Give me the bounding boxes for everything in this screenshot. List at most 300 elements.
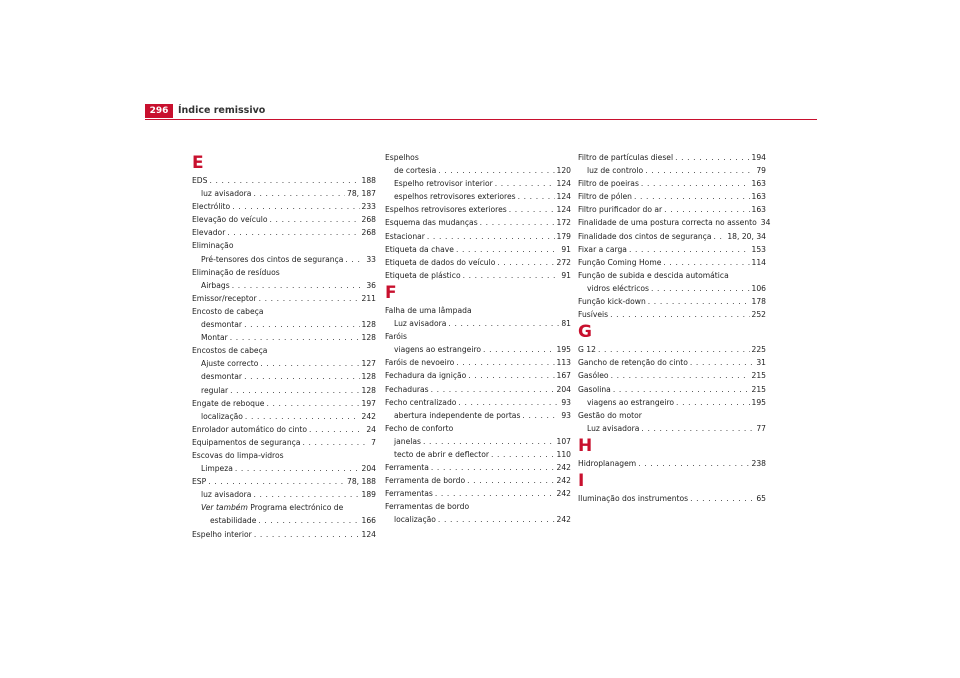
entry-label: Engate de reboque bbox=[192, 398, 265, 408]
page-reference: 128 bbox=[361, 333, 376, 343]
dot-leader bbox=[522, 409, 559, 422]
index-entry bbox=[578, 151, 766, 164]
index-entry bbox=[578, 409, 766, 422]
index-entry bbox=[578, 356, 766, 369]
index-entry bbox=[192, 266, 376, 279]
dot-leader bbox=[611, 369, 750, 382]
entry-label: Função Coming Home bbox=[578, 257, 662, 267]
index-subentry bbox=[192, 318, 376, 331]
dot-leader bbox=[651, 282, 749, 295]
dot-leader bbox=[690, 492, 754, 505]
entry-label: Falha de uma lâmpada bbox=[385, 305, 472, 315]
page-reference: 33 bbox=[366, 254, 376, 264]
dot-leader bbox=[431, 383, 555, 396]
dot-leader bbox=[456, 243, 559, 256]
entry-label: Fechadura da ignição bbox=[385, 371, 467, 381]
dot-leader bbox=[265, 305, 374, 318]
dot-leader bbox=[458, 396, 559, 409]
index-entry bbox=[385, 330, 571, 343]
entry-label: Filtro purificador do ar bbox=[578, 205, 663, 215]
page-reference: 215 bbox=[751, 384, 766, 394]
dot-leader bbox=[230, 384, 359, 397]
page-reference: 204 bbox=[361, 464, 376, 474]
index-subentry bbox=[385, 343, 571, 356]
dot-leader bbox=[495, 177, 555, 190]
index-entry bbox=[192, 397, 376, 410]
page-reference: 163 bbox=[751, 192, 766, 202]
dot-leader bbox=[235, 239, 374, 252]
index-subentry bbox=[192, 187, 376, 200]
entry-label: Espelhos retrovisores exteriores bbox=[385, 205, 507, 215]
dot-leader bbox=[714, 230, 726, 243]
entry-label: viagens ao estrangeiro bbox=[587, 397, 675, 407]
page-reference: 233 bbox=[361, 202, 376, 212]
page-reference: 179 bbox=[556, 231, 571, 241]
index-subentry bbox=[385, 317, 571, 330]
section-letter: G bbox=[578, 322, 592, 343]
page-reference: 124 bbox=[556, 205, 571, 215]
index-column-1 bbox=[192, 151, 376, 541]
page-reference: 124 bbox=[361, 529, 376, 539]
section-letter: H bbox=[578, 435, 593, 456]
entry-label: Esquema das mudanças bbox=[385, 218, 478, 228]
dot-leader bbox=[634, 190, 750, 203]
page-reference: 7 bbox=[371, 437, 376, 447]
index-entry bbox=[578, 177, 766, 190]
entry-label: Etiqueta de dados do veículo bbox=[385, 257, 496, 267]
dot-leader bbox=[309, 423, 364, 436]
entry-label: Ajuste correcto bbox=[201, 359, 259, 369]
index-entry bbox=[192, 239, 376, 252]
page-reference: 18, 20, 34 bbox=[727, 231, 766, 241]
entry-label: regular bbox=[201, 385, 229, 395]
entry-label: Ferramenta bbox=[385, 463, 429, 473]
index-entry bbox=[385, 269, 571, 282]
index-entry bbox=[385, 256, 571, 269]
index-entry bbox=[578, 256, 766, 269]
entry-label: de cortesia bbox=[394, 166, 437, 176]
page-reference: 113 bbox=[556, 358, 571, 368]
entry-label: Finalidade dos cintos de segurança bbox=[578, 231, 712, 241]
page-reference: 195 bbox=[751, 397, 766, 407]
page-reference: 91 bbox=[561, 270, 571, 280]
index-subentry bbox=[578, 282, 766, 295]
dot-leader bbox=[259, 292, 360, 305]
page-reference: 127 bbox=[361, 359, 376, 369]
index-entry bbox=[385, 474, 571, 487]
index-entry bbox=[385, 304, 571, 317]
entry-label: Filtro de partículas diesel bbox=[578, 153, 674, 162]
index-entry bbox=[192, 213, 376, 226]
page-reference: 107 bbox=[556, 436, 571, 446]
dot-leader bbox=[258, 514, 359, 527]
dot-leader bbox=[230, 331, 360, 344]
page-reference: 268 bbox=[361, 215, 376, 225]
index-subentry bbox=[385, 448, 571, 461]
index-entry bbox=[578, 230, 766, 243]
dot-leader bbox=[610, 308, 749, 321]
index-entry bbox=[578, 190, 766, 203]
dot-leader bbox=[497, 256, 554, 269]
entry-label: Iluminação dos instrumentos bbox=[578, 493, 689, 503]
index-entry bbox=[385, 396, 571, 409]
entry-label: Gasolina bbox=[578, 384, 611, 394]
index-subentry bbox=[385, 409, 571, 422]
page-reference: 114 bbox=[751, 257, 766, 267]
dot-leader bbox=[232, 279, 365, 292]
dot-leader bbox=[260, 357, 359, 370]
section-letter: F bbox=[385, 282, 397, 303]
header-rule bbox=[145, 119, 817, 120]
page-reference: 93 bbox=[561, 410, 571, 420]
entry-label: Filtro de pólen bbox=[578, 192, 632, 202]
dot-leader bbox=[245, 410, 360, 423]
entry-label: estabilidade bbox=[210, 516, 257, 526]
dot-leader bbox=[690, 356, 754, 369]
dot-leader bbox=[455, 422, 569, 435]
entry-label: Etiqueta da chave bbox=[385, 244, 454, 254]
dot-leader bbox=[467, 474, 554, 487]
page-title: Índice remissivo bbox=[178, 105, 266, 116]
dot-leader bbox=[209, 174, 359, 187]
dot-leader bbox=[663, 256, 749, 269]
dot-leader bbox=[423, 435, 555, 448]
dot-leader bbox=[664, 203, 749, 216]
page-reference: 128 bbox=[361, 372, 376, 382]
index-entry bbox=[385, 422, 571, 435]
entry-label: localização bbox=[201, 411, 243, 421]
page-reference: 163 bbox=[751, 205, 766, 215]
index-entry bbox=[578, 383, 766, 396]
entry-label: Equipamentos de segurança bbox=[192, 437, 301, 447]
dot-leader bbox=[208, 475, 345, 488]
dot-leader bbox=[235, 462, 360, 475]
entry-label: luz avisadora bbox=[201, 189, 252, 199]
page-reference: 24 bbox=[366, 424, 376, 434]
page-reference: 77 bbox=[756, 423, 766, 433]
dot-leader bbox=[435, 487, 555, 500]
page-reference: 172 bbox=[556, 218, 571, 228]
entry-label: Função kick-down bbox=[578, 297, 646, 307]
page-reference: 268 bbox=[361, 228, 376, 238]
entry-label: janelas bbox=[394, 436, 421, 446]
dot-leader bbox=[282, 266, 374, 279]
entry-label: viagens ao estrangeiro bbox=[394, 345, 482, 355]
dot-leader bbox=[509, 203, 555, 216]
page-reference: 197 bbox=[361, 398, 376, 408]
entry-label: Gestão do motor bbox=[578, 410, 642, 420]
index-entry bbox=[578, 369, 766, 382]
entry-label: desmontar bbox=[201, 320, 243, 330]
page-reference: 93 bbox=[561, 397, 571, 407]
dot-leader bbox=[421, 151, 569, 164]
dot-leader bbox=[641, 422, 754, 435]
index-subentry bbox=[578, 422, 766, 435]
entry-label: Filtro de poeiras bbox=[578, 179, 639, 189]
index-entry bbox=[192, 475, 376, 488]
dot-leader bbox=[253, 488, 359, 501]
page-reference: 78, 187 bbox=[347, 189, 376, 199]
index-entry bbox=[578, 343, 766, 356]
entry-label: Programa electrónico de bbox=[250, 503, 344, 513]
entry-label: Finalidade de uma postura correcta no assento bbox=[578, 218, 757, 228]
entry-label: Airbags bbox=[201, 280, 230, 290]
page-reference: 204 bbox=[556, 384, 571, 394]
dot-leader bbox=[253, 187, 345, 200]
entry-label: Escovas do limpa-vidros bbox=[192, 450, 284, 460]
entry-label: Faróis bbox=[385, 332, 407, 342]
page-reference: 167 bbox=[556, 371, 571, 381]
dot-leader bbox=[270, 213, 360, 226]
entry-label: Ferramenta de bordo bbox=[385, 476, 466, 486]
entry-label: tecto de abrir e deflector bbox=[394, 449, 489, 459]
index-entry bbox=[385, 500, 571, 513]
index-entry bbox=[385, 356, 571, 369]
index-entry bbox=[578, 492, 766, 505]
index-subentry bbox=[192, 384, 376, 397]
dot-leader bbox=[483, 343, 554, 356]
dot-leader bbox=[518, 190, 555, 203]
page-reference: 65 bbox=[756, 493, 766, 503]
index-subentry bbox=[385, 164, 571, 177]
dot-leader bbox=[474, 304, 569, 317]
index-subentry bbox=[192, 331, 376, 344]
index-subentry bbox=[192, 253, 376, 266]
entry-label: desmontar bbox=[201, 372, 243, 382]
entry-label: Estacionar bbox=[385, 231, 425, 241]
index-entry bbox=[578, 243, 766, 256]
index-entry bbox=[385, 230, 571, 243]
index-entry bbox=[192, 226, 376, 239]
index-entry bbox=[192, 436, 376, 449]
entry-label: Encostos de cabeça bbox=[192, 346, 268, 356]
index-column-2 bbox=[385, 151, 571, 527]
index-entry bbox=[385, 151, 571, 164]
index-subentry bbox=[192, 370, 376, 383]
entry-label: Luz avisadora bbox=[587, 423, 640, 433]
entry-label: Emissor/receptor bbox=[192, 293, 257, 303]
page-reference: 194 bbox=[751, 153, 766, 162]
index-subentry bbox=[192, 514, 376, 527]
dot-leader bbox=[456, 356, 554, 369]
index-entry bbox=[192, 344, 376, 357]
entry-label: Ferramentas de bordo bbox=[385, 502, 470, 512]
dot-leader bbox=[629, 243, 750, 256]
entry-label: luz de controlo bbox=[587, 166, 644, 176]
page-reference: 215 bbox=[751, 371, 766, 381]
page-reference: 242 bbox=[556, 489, 571, 499]
section-letter: I bbox=[578, 470, 585, 491]
page-reference: 124 bbox=[556, 192, 571, 202]
page-reference: 211 bbox=[361, 293, 376, 303]
index-entry bbox=[192, 528, 376, 541]
index-entry bbox=[192, 200, 376, 213]
entry-label: vidros eléctricos bbox=[587, 283, 650, 293]
dot-leader bbox=[232, 200, 359, 213]
index-subentry bbox=[192, 462, 376, 475]
dot-leader bbox=[244, 318, 359, 331]
index-entry bbox=[578, 269, 766, 282]
page-reference: 81 bbox=[561, 319, 571, 329]
page-number: 296 bbox=[145, 104, 173, 118]
dot-leader bbox=[431, 461, 555, 474]
page-reference: 163 bbox=[751, 179, 766, 189]
index-subentry bbox=[385, 190, 571, 203]
dot-leader bbox=[480, 216, 555, 229]
index-subentry bbox=[385, 513, 571, 526]
entry-label: Enrolador automático do cinto bbox=[192, 424, 308, 434]
page-reference: 120 bbox=[556, 166, 571, 176]
index-column-3 bbox=[578, 151, 771, 505]
dot-leader bbox=[427, 230, 555, 243]
entry-label: localização bbox=[394, 515, 436, 525]
see-also-prefix: Ver também bbox=[201, 503, 248, 513]
entry-label: Espelho interior bbox=[192, 529, 252, 539]
dot-leader bbox=[676, 396, 749, 409]
page-reference: 242 bbox=[556, 476, 571, 486]
index-subentry bbox=[192, 488, 376, 501]
page-reference: 188 bbox=[361, 176, 376, 185]
page-reference: 242 bbox=[361, 411, 376, 421]
dot-leader bbox=[269, 344, 374, 357]
page-reference: 128 bbox=[361, 385, 376, 395]
entry-label: Gasóleo bbox=[578, 371, 609, 381]
entry-label: Elevador bbox=[192, 228, 226, 238]
index-entry bbox=[578, 308, 766, 321]
entry-label: Hidroplanagem bbox=[578, 458, 637, 468]
dot-leader bbox=[266, 397, 359, 410]
entry-label: Função de subida e descida automática bbox=[578, 270, 729, 280]
dot-leader bbox=[648, 295, 750, 308]
page-reference: 78, 188 bbox=[347, 477, 376, 487]
dot-leader bbox=[468, 369, 554, 382]
section-letter: E bbox=[192, 153, 204, 173]
dot-leader bbox=[644, 409, 764, 422]
index-subentry bbox=[578, 396, 766, 409]
entry-label: espelhos retrovisores exteriores bbox=[394, 192, 516, 202]
index-subentry bbox=[192, 357, 376, 370]
index-subentry bbox=[385, 435, 571, 448]
index-entry bbox=[192, 174, 376, 187]
entry-label: Espelho retrovisor interior bbox=[394, 179, 493, 189]
entry-label: G 12 bbox=[578, 345, 596, 355]
entry-label: Fusíveis bbox=[578, 310, 609, 320]
index-entry bbox=[578, 216, 771, 229]
entry-label: Eliminação bbox=[192, 241, 234, 251]
entry-label: ESP bbox=[192, 477, 207, 487]
page-reference: 36 bbox=[366, 280, 376, 290]
entry-label: Montar bbox=[201, 333, 228, 343]
dot-leader bbox=[302, 436, 369, 449]
index-entry bbox=[385, 203, 571, 216]
dot-leader bbox=[286, 449, 374, 462]
entry-label: abertura independente de portas bbox=[394, 410, 521, 420]
index-entry bbox=[385, 487, 571, 500]
entry-label: Fixar a carga bbox=[578, 244, 627, 254]
dot-leader bbox=[675, 151, 749, 164]
dot-leader bbox=[638, 457, 749, 470]
index-entry bbox=[385, 243, 571, 256]
page-reference: 106 bbox=[751, 283, 766, 293]
entry-label: Ferramentas bbox=[385, 489, 433, 499]
index-entry bbox=[192, 305, 376, 318]
index-entry bbox=[385, 383, 571, 396]
page-reference: 91 bbox=[561, 244, 571, 254]
dot-leader bbox=[438, 164, 554, 177]
index-entry bbox=[578, 203, 766, 216]
page-reference: 128 bbox=[361, 320, 376, 330]
entry-label: Espelhos bbox=[385, 153, 419, 162]
dot-leader bbox=[409, 330, 569, 343]
dot-leader bbox=[345, 501, 374, 514]
entry-label: Elevação do veículo bbox=[192, 215, 268, 225]
dot-leader bbox=[254, 528, 360, 541]
page-reference: 79 bbox=[756, 166, 766, 176]
entry-label: Fechaduras bbox=[385, 384, 429, 394]
page-reference: 166 bbox=[361, 516, 376, 526]
index-subentry bbox=[578, 164, 766, 177]
dot-leader bbox=[471, 500, 569, 513]
dot-leader bbox=[598, 343, 750, 356]
index-entry bbox=[385, 369, 571, 382]
entry-label: Luz avisadora bbox=[394, 319, 447, 329]
page-reference: 34 bbox=[760, 218, 771, 228]
page-reference: 110 bbox=[556, 449, 571, 459]
index-subentry bbox=[192, 410, 376, 423]
page-reference: 242 bbox=[556, 463, 571, 473]
dot-leader bbox=[463, 269, 560, 282]
entry-label: Fecho centralizado bbox=[385, 397, 457, 407]
index-entry bbox=[385, 216, 571, 229]
index-entry bbox=[192, 449, 376, 462]
page-reference: 178 bbox=[751, 297, 766, 307]
index-entry bbox=[192, 423, 376, 436]
dot-leader bbox=[448, 317, 559, 330]
page-reference: 242 bbox=[556, 515, 571, 525]
dot-leader bbox=[438, 513, 555, 526]
dot-leader bbox=[645, 164, 754, 177]
entry-label: Electrólito bbox=[192, 202, 231, 212]
entry-label: Eliminação de resíduos bbox=[192, 267, 280, 277]
entry-label: Fecho de conforto bbox=[385, 423, 454, 433]
dot-leader bbox=[244, 370, 359, 383]
dot-leader bbox=[731, 269, 764, 282]
index-entry bbox=[578, 457, 766, 470]
page-reference: 153 bbox=[751, 244, 766, 254]
dot-leader bbox=[345, 253, 364, 266]
page-reference: 252 bbox=[751, 310, 766, 320]
entry-label: Etiqueta de plástico bbox=[385, 270, 461, 280]
entry-label: Limpeza bbox=[201, 464, 233, 474]
entry-label: EDS bbox=[192, 176, 208, 185]
page-reference: 31 bbox=[756, 358, 766, 368]
entry-label: Gancho de retenção do cinto bbox=[578, 358, 688, 368]
dot-leader bbox=[613, 383, 750, 396]
index-subentry bbox=[192, 501, 376, 514]
entry-label: Pré-tensores dos cintos de segurança bbox=[201, 254, 344, 264]
dot-leader bbox=[641, 177, 750, 190]
index-subentry bbox=[385, 177, 571, 190]
entry-label: luz avisadora bbox=[201, 490, 252, 500]
dot-leader bbox=[227, 226, 359, 239]
page-reference: 124 bbox=[556, 179, 571, 189]
page-reference: 225 bbox=[751, 345, 766, 355]
page-reference: 238 bbox=[751, 458, 766, 468]
page-reference: 189 bbox=[361, 490, 376, 500]
index-subentry bbox=[192, 279, 376, 292]
entry-label: Faróis de nevoeiro bbox=[385, 358, 455, 368]
index-entry bbox=[192, 292, 376, 305]
